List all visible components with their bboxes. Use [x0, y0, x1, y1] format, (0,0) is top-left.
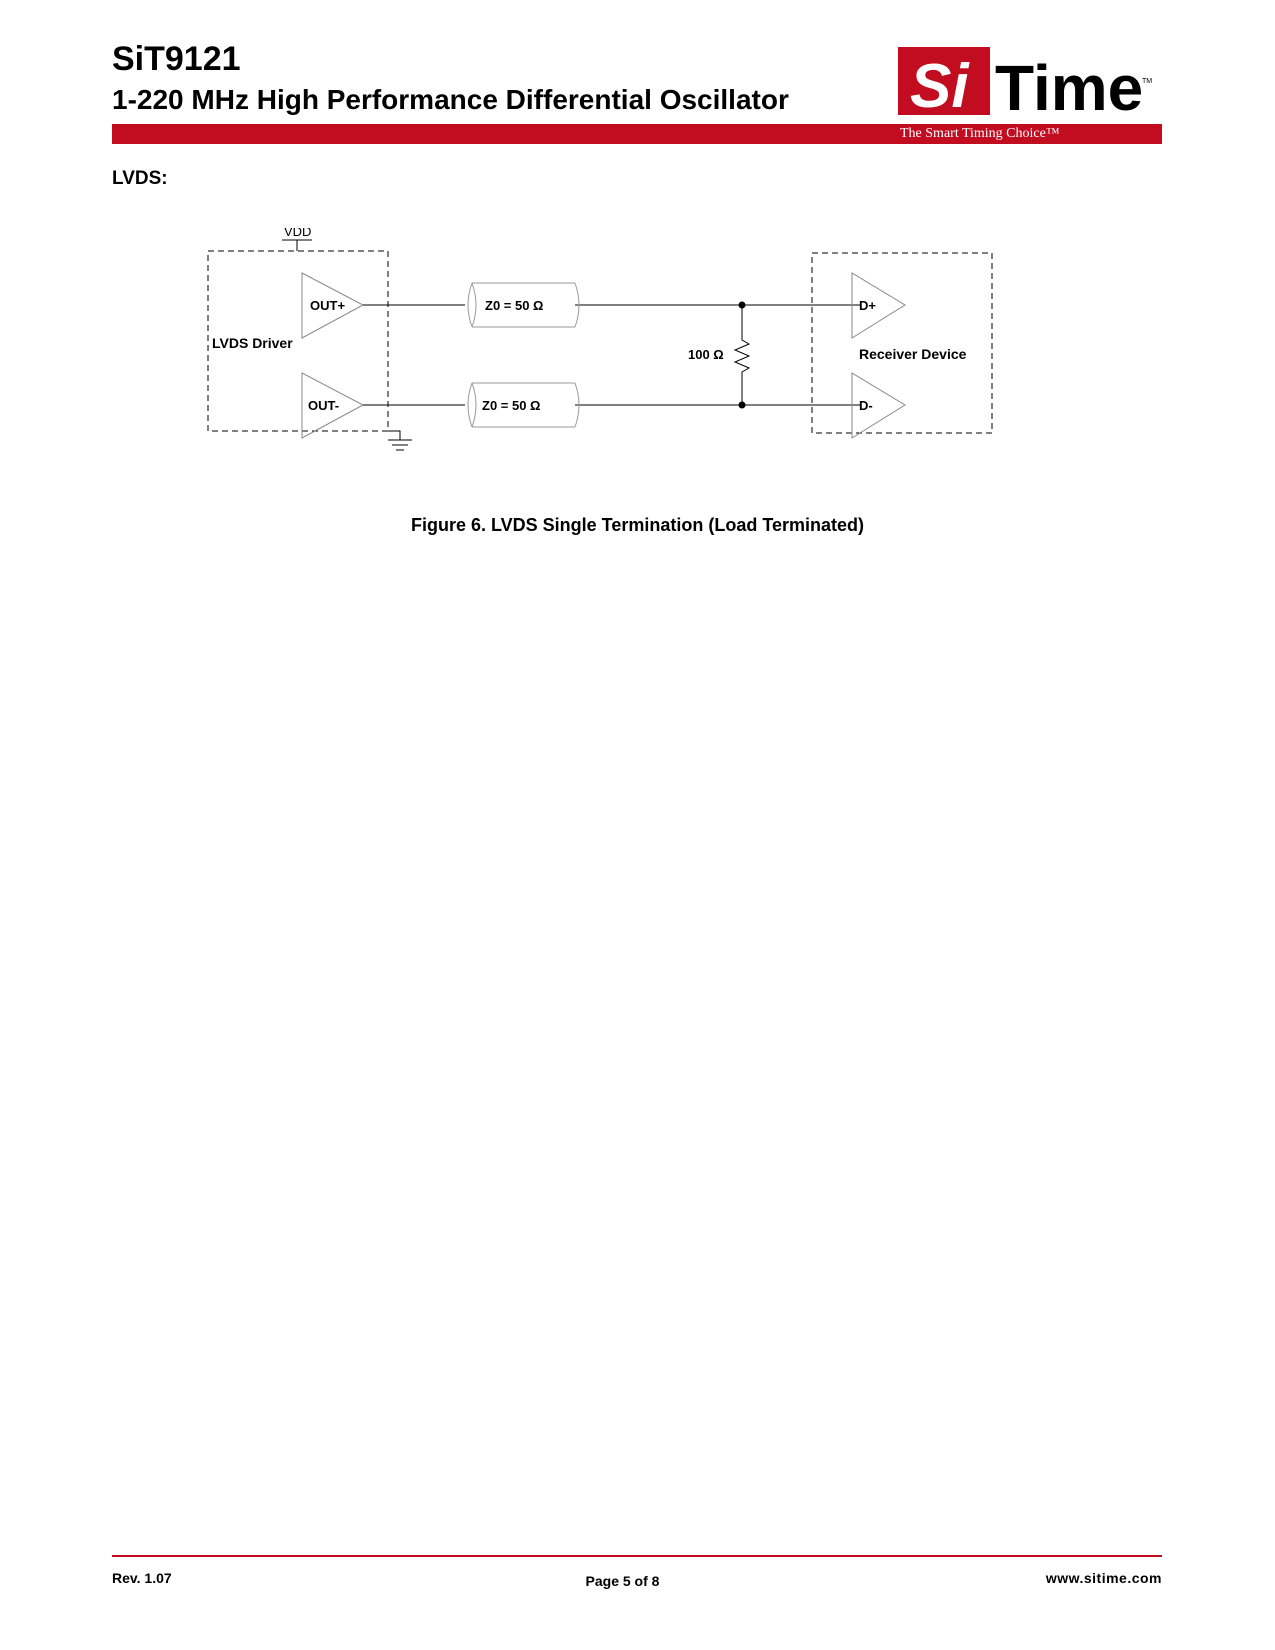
- document-subtitle: 1-220 MHz High Performance Differential Oscillator: [112, 84, 789, 115]
- section-heading: LVDS:: [112, 168, 168, 189]
- figure-caption: Figure 6. LVDS Single Termination (Load Terminated): [410, 515, 865, 535]
- logo-trademark: TM: [1142, 78, 1153, 85]
- footer-page-number: Page 5 of 8: [585, 1573, 660, 1589]
- driver-label: LVDS Driver: [212, 335, 293, 351]
- receiver-box: [812, 253, 992, 433]
- line-bottom-label: Z0 = 50 Ω: [482, 398, 541, 413]
- footer-website: www.sitime.com: [1045, 1570, 1162, 1586]
- lvds-termination-diagram: [190, 228, 1020, 473]
- footer-rule: [112, 1555, 1162, 1557]
- tagline: The Smart Timing Choice™: [900, 126, 1060, 141]
- document-title: SiT9121: [112, 40, 241, 78]
- junction-bottom: [739, 402, 746, 409]
- junction-top: [739, 302, 746, 309]
- sitime-logo: [898, 47, 1161, 119]
- d-pos-label: D+: [859, 298, 876, 313]
- receiver-label: Receiver Device: [859, 346, 967, 362]
- line-top-label: Z0 = 50 Ω: [485, 298, 544, 313]
- vdd-label: VDD: [284, 228, 312, 239]
- d-neg-label: D-: [859, 398, 873, 413]
- out-pos-label: OUT+: [310, 298, 346, 313]
- logo-text-time: Time: [995, 52, 1144, 119]
- logo-text-si: Si: [910, 52, 969, 119]
- ground-symbol: [388, 431, 412, 450]
- termination-resistor: [735, 305, 749, 405]
- out-neg-label: OUT-: [308, 398, 340, 413]
- footer-revision: Rev. 1.07: [112, 1570, 172, 1586]
- resistor-label: 100 Ω: [688, 347, 724, 362]
